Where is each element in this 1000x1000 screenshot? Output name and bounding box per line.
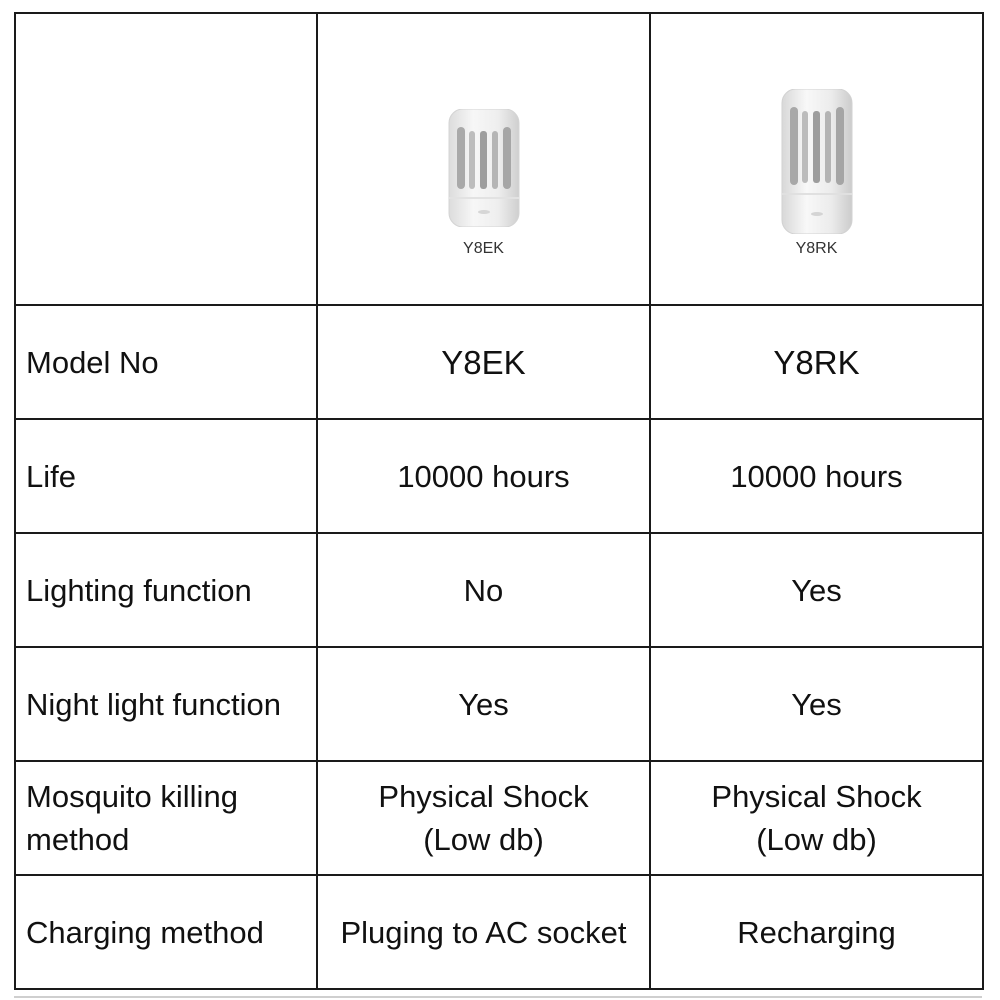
table-row-charging-method bbox=[15, 875, 983, 989]
header-row bbox=[15, 13, 983, 305]
product-y8ek bbox=[318, 14, 649, 304]
cell-y8ek-life: 10000 hours bbox=[317, 419, 650, 533]
cell-line-2: (Low db) bbox=[756, 822, 877, 857]
table-row-life bbox=[15, 419, 983, 533]
cell-y8ek-model-no: Y8EK bbox=[317, 305, 650, 419]
cell-y8rk-charging-method: Recharging bbox=[650, 875, 983, 989]
empty-corner-cell bbox=[15, 13, 317, 305]
row-label-mosquito-killing-method bbox=[15, 761, 317, 875]
product-caption-y8rk: Y8RK bbox=[795, 240, 838, 257]
row-label-charging-method: Charging method bbox=[15, 875, 317, 989]
comparison-table bbox=[14, 12, 984, 990]
cell-y8ek-lighting-function: No bbox=[317, 533, 650, 647]
mosquito-lamp-y8rk-image bbox=[780, 89, 854, 234]
cell-y8rk-life: 10000 hours bbox=[650, 419, 983, 533]
product-cell-y8ek bbox=[317, 13, 650, 305]
table-row-mosquito-killing-method bbox=[15, 761, 983, 875]
cell-y8rk-lighting-function: Yes bbox=[650, 533, 983, 647]
cell-line-1: Physical Shock bbox=[711, 779, 922, 814]
product-y8rk bbox=[651, 14, 982, 304]
cell-y8rk-night-light-function: Yes bbox=[650, 647, 983, 761]
product-caption-y8ek: Y8EK bbox=[463, 240, 504, 257]
cell-y8rk-model-no: Y8RK bbox=[650, 305, 983, 419]
bottom-divider bbox=[14, 996, 982, 998]
product-cell-y8rk bbox=[650, 13, 983, 305]
table-row-lighting-function bbox=[15, 533, 983, 647]
row-label-night-light-function: Night light function bbox=[15, 647, 317, 761]
row-label-line-2: method bbox=[26, 822, 130, 857]
cell-y8ek-charging-method: Pluging to AC socket bbox=[317, 875, 650, 989]
row-label-life: Life bbox=[15, 419, 317, 533]
cell-y8ek-night-light-function: Yes bbox=[317, 647, 650, 761]
cell-y8rk-mosquito-killing-method bbox=[650, 761, 983, 875]
cell-line-1: Physical Shock bbox=[378, 779, 589, 814]
table-row-night-light-function bbox=[15, 647, 983, 761]
mosquito-lamp-y8ek-image bbox=[445, 109, 523, 227]
table-row-model-no bbox=[15, 305, 983, 419]
cell-y8ek-mosquito-killing-method bbox=[317, 761, 650, 875]
comparison-table-container bbox=[14, 12, 982, 990]
row-label-model-no: Model No bbox=[15, 305, 317, 419]
row-label-lighting-function: Lighting function bbox=[15, 533, 317, 647]
cell-line-2: (Low db) bbox=[423, 822, 544, 857]
row-label-line-1: Mosquito killing bbox=[26, 779, 238, 814]
